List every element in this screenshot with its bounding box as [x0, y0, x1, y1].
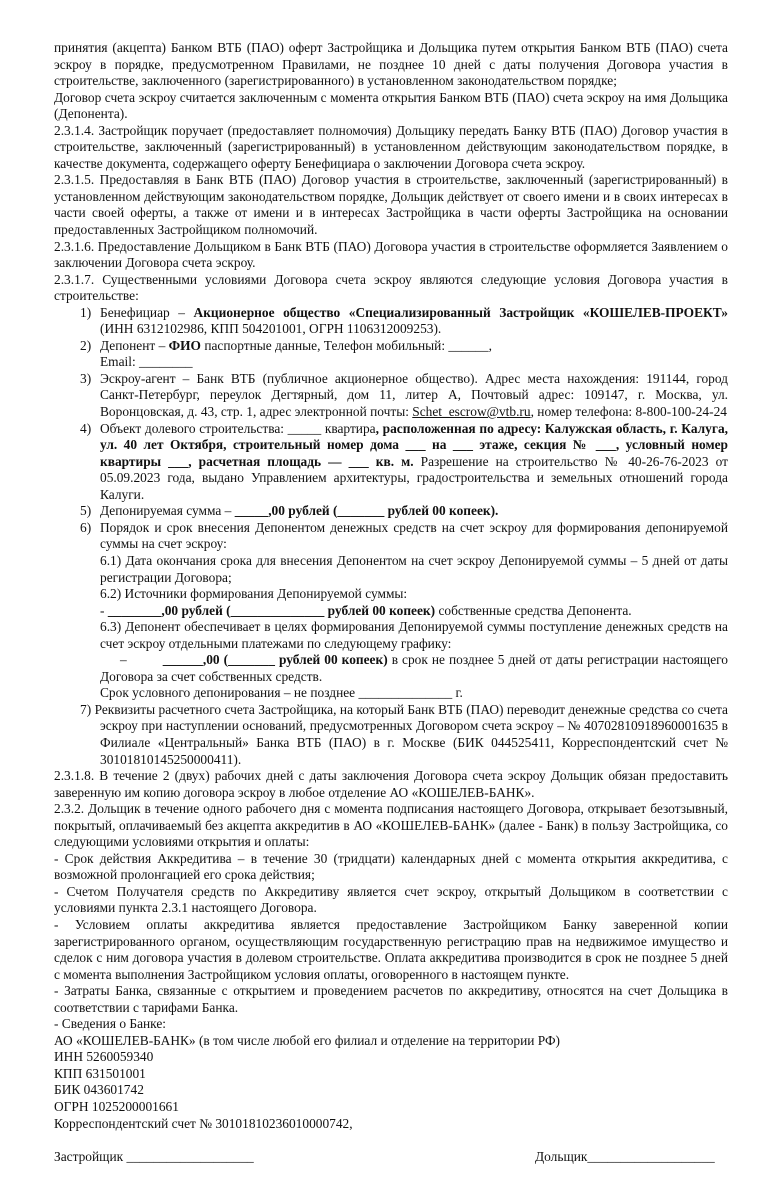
list-item-developer-account: 7) Реквизиты расчетного счета Застройщика, на который Банк ВТБ (ПАО) переводит денежные средства со счета эскроу при наступлении оснований, предусмотренных Договором счета эскроу – № 40702810918960001635 в Филиале «Центральный» Банка ВТБ (ПАО) в г. Москве (БИК 044525411, Корреспондентский счет № 30101810145250000411). — [80, 701, 728, 767]
dash: – — [120, 652, 127, 668]
bold-text: , расположенная по адресу: Калужская область, г. Калуга, ул. 40 лет Октября, строительный номер дома ___ на ___ этаже, секция № ___, условный номер квартиры ___, расчетная площадь — ___ кв. м. — [100, 420, 728, 469]
bank-kpp: КПП 631501001 — [54, 1065, 146, 1081]
clause-2-3-1-6: 2.3.1.6. Предоставление Дольщиком в Банк ВТБ (ПАО) Договора участия в строительстве оформляется Заявлением о заключении Договора счета эскроу. — [54, 238, 728, 271]
text: в срок не позднее 5 дней от даты регистрации настоящего Договора за счет собственных средств. — [100, 652, 729, 684]
email-link[interactable]: Schet_escrow@vtb.ru — [412, 404, 531, 420]
condition-recipient: - Счетом Получателя средств по Аккредитиву является счет эскроу, открытый Дольщиком в соответствии с условиями пункта 2.3.1 настоящего Договора. — [54, 883, 728, 916]
list-item-object — [54, 421, 728, 504]
list-item-deposit-sum — [54, 503, 728, 520]
bank-name: АО «КОШЕЛЕВ-БАНК» (в том числе любой его филиал и отделение на территории РФ) — [54, 1032, 561, 1048]
condition-term: - Срок действия Аккредитива – в течение 30 (тридцати) календарных дней с момента открытия аккредитива, с возможной пролонгацией его срока действия; — [54, 850, 728, 883]
signature-row — [54, 1149, 728, 1166]
list-item-escrow-agent — [54, 371, 728, 421]
developer-signature-line: Застройщик ___________________ — [54, 1148, 254, 1164]
clause-2-3-1-7: 2.3.1.7. Существенными условиями Договора счета эскроу являются следующие условия Договора участия в строительстве: — [54, 271, 728, 304]
list-item-beneficiary — [54, 305, 728, 338]
item-number: 5) — [80, 503, 92, 519]
bold-text: ________,00 рублей (______________ рублей 00 копеек) — [107, 602, 436, 618]
email-blank: Email: ________ — [100, 354, 193, 370]
subitem-6-1: 6.1) Дата окончания срока для внесения Депонентом на счет эскроу Депонируемой суммы – 5 дней от даты регистрации Договора; — [100, 552, 728, 585]
clause-2-3-2: 2.3.2. Дольщик в течение одного рабочего дня с момента подписания настоящего Договора, открывает безотзывный, покрытый, оплачиваемый без акцепта аккредитив в АО «КОШЕЛЕВ-БАНК» (далее - Банк) в пользу Застройщика, со следующими условиями открытия и оплаты: — [54, 801, 728, 850]
text: паспортные данные, Телефон мобильный: ______, — [200, 337, 492, 353]
condition-costs: - Затраты Банка, связанные с открытием и проведением расчетов по аккредитиву, относятся на счет Дольщика в соответствии с тарифами Банка. — [54, 983, 728, 1015]
bold-text: ФИО — [168, 337, 201, 353]
bold-text: _____,00 рублей (_______ рублей 00 копеек). — [234, 503, 499, 519]
paragraph: принятия (акцепта) Банком ВТБ (ПАО) оферт Застройщика и Дольщика путем открытия Банком ВТБ (ПАО) счета эскроу в порядке, предусмотренном Правилами, не позднее 10 дней с даты получения Договора участия в строительстве, заключенного (зарегистрированного) в установленном законодательством порядке; — [54, 40, 728, 89]
condition-payment: - Условием оплаты аккредитива является предоставление Застройщиком Банку заверенной копии зарегистрированного органом, осуществляющим государственную регистрацию прав на недвижимое имущество и сделок с ним договора участия в долевом строительстве. Оплата аккредитива производится в срок не позднее 5 дней с момента выполнения Застройщиком условия оплаты, оговоренного в настоящем пункте. — [54, 916, 728, 982]
subitem-6-2: 6.2) Источники формирования Депонируемой суммы: — [100, 586, 408, 602]
participant-signature-line: Дольщик___________________ — [535, 1148, 715, 1164]
text: Разрешение на строительство № 40-26-76-2023 от 05.09.2023 года, выдано Управлением архитектуры, градостроительства и земельных отношений города Калуги. — [100, 453, 728, 502]
text: Депонируемая сумма – — [100, 503, 235, 519]
dash: - — [100, 602, 108, 618]
text: Бенефициар – — [100, 304, 194, 320]
item-number: 2) — [80, 337, 92, 353]
bank-corr-account: Корреспондентский счет № 30101810236010000742, — [54, 1115, 353, 1131]
bank-info-heading: - Сведения о Банке: — [54, 1016, 167, 1032]
text: (ИНН 6312102986, КПП 504201001, ОГРН 1106312009253). — [100, 321, 442, 337]
list-item-deposit-order — [54, 520, 728, 553]
bold-text: ______,00 (_______ рублей 00 копеек) — [162, 652, 388, 668]
text: Объект долевого строительства: _____ квартира — [100, 420, 376, 436]
item-number: 6) — [80, 519, 92, 535]
deposit-term: Срок условного депонирования – не позднее ______________ г. — [100, 685, 463, 701]
text: Эскроу-агент – Банк ВТБ (публичное акционерное общество). Адрес места нахождения: 191144, город Санкт-Петербург, переулок Дегтярный, дом 11, литер А, Почтовый адрес: 109147, г. Москва, ул. Воронцовская, д. 43, стр. 1, адрес электронной почты: — [100, 370, 728, 420]
clause-2-3-1-8: 2.3.1.8. В течение 2 (двух) рабочих дней с даты заключения Договора счета эскроу Дольщик обязан предоставить заверенную им копию договора эскроу в любое отделение АО «КОШЕЛЕВ-БАНК». — [54, 768, 728, 800]
bank-ogrn: ОГРН 1025200001661 — [54, 1099, 179, 1114]
paragraph: Договор счета эскроу считается заключенным с момента открытия Банком ВТБ (ПАО) счета эскроу на имя Дольщика (Депонента). — [54, 89, 728, 122]
text: Депонент – — [100, 337, 169, 353]
text: Порядок и срок внесения Депонентом денежных средств на счет эскроу для формирования депонируемой суммы на счет эскроу: — [100, 519, 728, 552]
bold-text: Акционерное общество «Специализированный Застройщик «КОШЕЛЕВ-ПРОЕКТ» — [193, 304, 728, 320]
bank-inn: ИНН 5260059340 — [54, 1049, 154, 1065]
item-number: 4) — [80, 420, 92, 436]
item-number: 1) — [80, 304, 92, 320]
subitem-6-3-payment — [54, 652, 728, 685]
item-number: 3) — [80, 370, 92, 386]
bank-bik: БИК 043601742 — [54, 1082, 144, 1098]
clause-2-3-1-5: 2.3.1.5. Предоставляя в Банк ВТБ (ПАО) Договор участия в строительстве, заключенный (зарегистрированный) в установленном действующим законодательством порядке, Дольщик действует от своего имени и в своих интересах в части своей оферты, а также от имени и в интересах Застройщика в части оферты Застройщика на основании предоставленных Застройщиком полномочий. — [54, 172, 728, 238]
list-item-depositor — [54, 338, 728, 371]
text: , номер телефона: 8-800-100-24-24 — [530, 404, 727, 420]
document-page — [54, 0, 728, 1186]
subitem-6-3: 6.3) Депонент обеспечивает в целях формирования Депонируемой суммы поступление денежных средств на счет эскроу отдельными платежами по следующему графику: — [100, 619, 728, 651]
subitem-6-2-line — [54, 603, 728, 620]
text: собственные средства Депонента. — [435, 602, 632, 618]
clause-2-3-1-4: 2.3.1.4. Застройщик поручает (предоставляет полномочия) Дольщику передать Банку ВТБ (ПАО) Договор участия в строительстве, заключенный (зарегистрированный) в установленном действующим законодательством порядке, в качестве документа, содержащего оферту Бенефициара о заключении Договора счета эскроу. — [54, 122, 728, 171]
